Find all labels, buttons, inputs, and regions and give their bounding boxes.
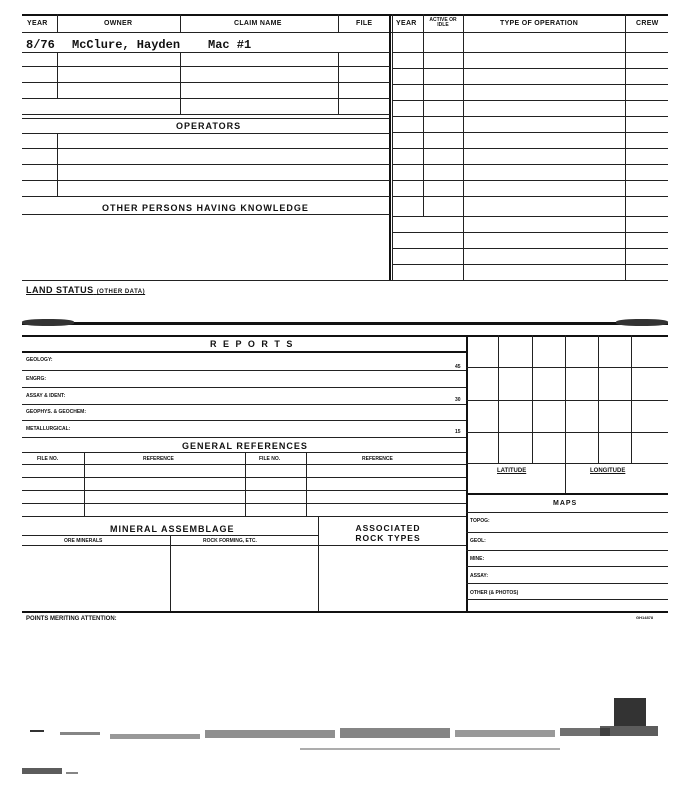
general-references-heading: GENERAL REFERENCES	[182, 441, 308, 451]
longitude-label: LONGITUDE	[590, 468, 626, 474]
row-line	[22, 351, 466, 353]
header-type-of-operation: TYPE OF OPERATION	[500, 20, 579, 27]
refs-reference-2: REFERENCE	[362, 456, 393, 462]
other-persons-heading: OTHER PERSONS HAVING KNOWLEDGE	[102, 203, 309, 213]
divider	[625, 14, 626, 280]
row-line	[466, 432, 668, 433]
scan-noise	[0, 690, 678, 800]
header-year-2: YEAR	[396, 20, 417, 27]
report-engrg: ENGRG:	[26, 376, 46, 382]
row-line	[392, 68, 668, 69]
row-line	[392, 232, 668, 233]
row-line	[466, 583, 668, 584]
refs-reference: REFERENCE	[143, 456, 174, 462]
ink-smudge	[22, 319, 74, 326]
divider	[466, 335, 468, 613]
row-line	[392, 100, 668, 101]
maps-topog: TOPOG:	[470, 518, 490, 524]
row-line	[22, 464, 466, 465]
row-line	[392, 116, 668, 117]
divider	[306, 452, 307, 516]
row-line	[22, 214, 390, 215]
report-number-45: 45	[455, 364, 461, 370]
row-line	[22, 477, 466, 478]
entry-date: 8/76	[26, 38, 55, 52]
row-line	[22, 335, 668, 337]
report-number-30: 30	[455, 397, 461, 403]
land-status-heading	[26, 285, 145, 295]
report-assay: ASSAY & IDENT:	[26, 393, 66, 399]
divider	[170, 535, 171, 612]
row-line	[392, 164, 668, 165]
header-active-or-idle: ACTIVE OR IDLE	[429, 17, 457, 28]
divider	[598, 335, 599, 463]
row-line	[22, 387, 466, 388]
row-line	[466, 599, 668, 600]
divider	[57, 52, 58, 98]
divider	[498, 335, 499, 463]
divider	[84, 452, 85, 516]
mineral-assemblage-heading: MINERAL ASSEMBLAGE	[110, 524, 235, 534]
divider	[57, 133, 58, 196]
maps-assay: ASSAY:	[470, 573, 489, 579]
row-line	[466, 400, 668, 401]
row-line	[466, 550, 668, 551]
header-owner: OWNER	[104, 20, 133, 27]
row-line	[392, 264, 668, 265]
divider	[631, 335, 632, 463]
row-line	[22, 452, 466, 453]
divider	[565, 335, 566, 493]
refs-file-no-2: FILE NO.	[259, 456, 281, 462]
row-line	[466, 493, 668, 495]
report-number-15: 15	[455, 429, 461, 435]
operators-heading: OPERATORS	[176, 121, 242, 131]
row-line	[22, 148, 390, 149]
row-line	[22, 420, 466, 421]
row-line	[392, 132, 668, 133]
entry-owner: McClure, Hayden	[72, 38, 181, 52]
reports-heading: R E P O R T S	[210, 339, 295, 349]
maps-heading: MAPS	[553, 500, 578, 507]
row-line	[392, 52, 668, 53]
header-claim-name: CLAIM NAME	[234, 20, 282, 27]
row-line	[22, 52, 390, 53]
maps-geol: GEOL:	[470, 538, 486, 544]
row-line	[22, 82, 390, 83]
points-meriting-attention: POINTS MERITING ATTENTION:	[26, 616, 117, 622]
divider	[318, 516, 319, 612]
row-line	[466, 532, 668, 533]
form-code: GH14878	[636, 615, 654, 620]
row-line	[22, 164, 390, 165]
divider	[338, 14, 339, 32]
row-line	[466, 463, 668, 464]
ink-smudge	[616, 319, 668, 326]
row-line	[466, 367, 668, 368]
latitude-label: LATITUDE	[497, 468, 527, 474]
row-line	[392, 84, 668, 85]
separator-bar	[22, 322, 668, 325]
header-top-rule	[22, 14, 668, 16]
row-line	[466, 512, 668, 513]
row-line	[22, 66, 390, 67]
divider	[389, 14, 391, 280]
row-line	[22, 545, 466, 546]
row-line	[22, 118, 390, 119]
ore-minerals-header: ORE MINERALS	[64, 538, 103, 544]
maps-mine: MINE:	[470, 556, 485, 562]
report-geophys: GEOPHYS. & GEOCHEM:	[26, 409, 87, 415]
land-status-sub: (OTHER DATA)	[96, 289, 146, 295]
refs-file-no: FILE NO.	[37, 456, 59, 462]
header-file: FILE	[356, 20, 373, 27]
row-line	[392, 248, 668, 249]
row-line	[22, 196, 390, 197]
row-line	[466, 566, 668, 567]
row-line	[22, 611, 668, 613]
row-line	[392, 216, 668, 217]
row-line	[392, 196, 668, 197]
header-crew: CREW	[636, 20, 659, 27]
row-line	[22, 437, 466, 438]
row-line	[22, 133, 390, 134]
row-line	[22, 180, 390, 181]
header-year: YEAR	[27, 20, 48, 27]
divider	[338, 52, 339, 114]
row-line	[392, 148, 668, 149]
divider	[180, 14, 181, 32]
entry-claim: Mac #1	[208, 38, 252, 52]
row-line	[22, 503, 466, 504]
row-line	[22, 280, 668, 281]
row-line	[22, 516, 466, 517]
associated-rock-types-heading: ASSOCIATED ROCK TYPES	[355, 523, 421, 543]
divider	[423, 14, 424, 216]
row-line	[392, 180, 668, 181]
row-line	[22, 98, 390, 99]
divider	[57, 14, 58, 32]
rock-forming-header: ROCK FORMING, ETC.	[203, 538, 257, 544]
row-line	[22, 490, 466, 491]
divider	[532, 335, 533, 463]
row-line	[22, 404, 466, 405]
maps-other: OTHER (& PHOTOS)	[470, 590, 519, 596]
divider	[392, 14, 393, 280]
scan-noise-marks	[22, 698, 658, 774]
land-status-label: LAND STATUS	[26, 285, 94, 295]
row-line	[22, 114, 390, 115]
divider	[245, 452, 246, 516]
row-line	[22, 370, 466, 371]
report-geology: GEOLOGY:	[26, 357, 53, 363]
report-metallurgical: METALLURGICAL:	[26, 426, 71, 432]
header-bottom-rule	[22, 32, 668, 33]
divider	[463, 14, 464, 280]
divider	[180, 52, 181, 114]
